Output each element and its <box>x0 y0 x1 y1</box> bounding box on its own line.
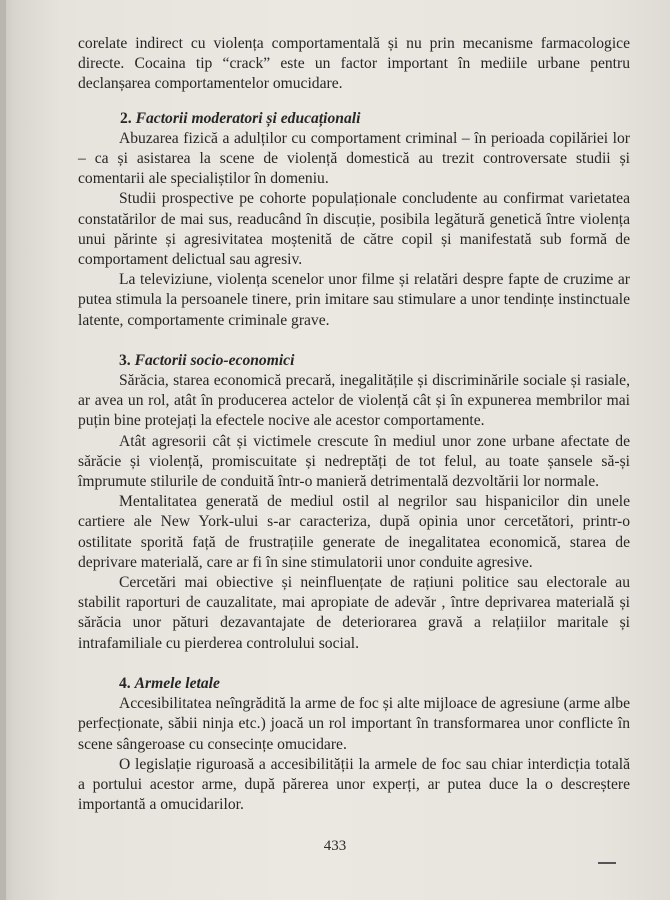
section-title: Factorii socio-economici <box>134 351 295 369</box>
paragraph: O legislație riguroasă a accesibilității la armele de foc sau chiar interdicția totală a portului acestor arme, după părerea unor experți, ar putea duce la o descreștere importantă a omucidarilor. <box>78 755 630 814</box>
section-number: 3. <box>119 351 131 369</box>
section-heading-socio-economici <box>78 351 630 371</box>
paragraph: La televiziune, violența scenelor unor filme și relatări despre fapte de cruzime ar putea stimula la persoanele tinere, prin imitare sau stimulare a unor tendințe instinctuale latente, comportamente criminale grave. <box>78 271 630 329</box>
page-number: 433 <box>323 838 347 854</box>
paragraph: Abuzarea fizică a adulților cu comportament criminal – în perioada copilăriei lor – ca și asistarea la scene de violență domestică au trezit controversate studii și comentarii ale specialiștilor în domeniu. <box>78 129 630 188</box>
paragraph: Studii prospective pe cohorte populaționale concludente au confirmat varietatea constatărilor de mai sus, readucând în discuție, posibila legătură genetică între violența unui părinte și agresivitatea moștenită de către copil și manifestată sub formă de comportament delictual sau agresiv. <box>78 190 630 269</box>
paragraph: Accesibilitatea neîngrădită la arme de foc și alte mijloace de agresiune (arme albe perfecționate, săbii ninja etc.) joacă un rol important în transformarea unor conflicte în scene sângeroase cu consecințe omucidare. <box>78 695 630 753</box>
scan-edge-mark <box>598 862 616 864</box>
section-heading-moderatori <box>78 109 630 129</box>
paragraph: Sărăcia, starea economică precară, inegalitățile și discriminările sociale și rasiale, ar avea un rol, atât în producerea actelor de violență cât și în expunerea membrilor mai puțin bine protejați la efectele nocive ale acestor comportamente. <box>78 372 630 430</box>
section-number: 4. <box>119 674 131 692</box>
paragraph: Cercetări mai obiective și neinfluențate de rațiuni politice sau electorale au stabilit raporturi de cauzalitate, mai apropiate de adevăr , între deprivarea materială și sărăcia unor pături dezavantajate de deteriorarea gravă a relațiilor maritale și intrafamiliale cu pierderea controlului social. <box>78 574 630 652</box>
section-number: 2. <box>120 109 132 127</box>
section-title: Armele letale <box>134 674 220 692</box>
page-body <box>78 34 630 815</box>
intro-paragraph: corelate indirect cu violența comportamentală și nu prin mecanisme farmacologice directe. Cocaina tip “crack” este un factor important în mediile urbane pentru declanșarea comportamentelor omucidare. <box>78 35 630 93</box>
section-title: Factorii moderatori și educaționali <box>135 109 361 127</box>
paragraph: Atât agresorii cât și victimele crescute în mediul unor zone urbane afectate de sărăcie și violență, promiscuitate și nedreptăți de tot felul, au toate șansele să-și împrumute stilurile de conduită într-o manieră detrimentală dezvoltării lor normale. <box>78 432 630 491</box>
section-heading-armele-letale <box>78 674 630 694</box>
paragraph: Mentalitatea generată de mediul ostil al negrilor sau hispanicilor din unele cartiere ale New York-ului s-ar caracteriza, după opinia unor cercetători, printr-o ostilitate sporită față de frustrațiile generate de inegalitatea economică, starea de deprivare materială, care ar fi în sine stimulatorii unor conduite agresive. <box>78 493 630 571</box>
